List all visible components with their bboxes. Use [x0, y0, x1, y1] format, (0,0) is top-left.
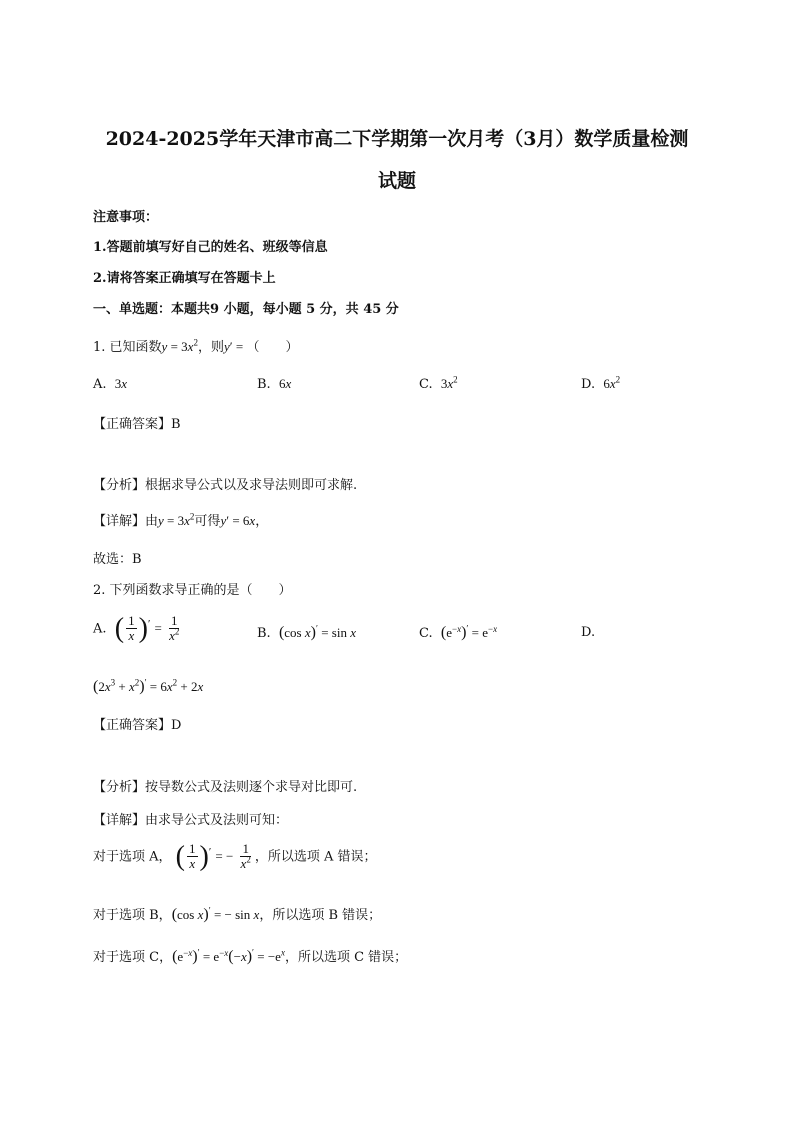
q2-detail: 【详解】由求导公式及法则可知： — [93, 813, 289, 828]
q2-option-d-formula: $(2x^3 + x^2)' = 6x^2 + 2x$ — [93, 677, 204, 695]
q1-conclusion: 故选：B — [93, 552, 142, 567]
question-2-stem: 2. 下列函数求导正确的是（ ） — [93, 583, 292, 598]
notice-item-1: 1.答题前填写好自己的姓名、班级等信息 — [93, 240, 328, 255]
q1-detail: 【详解】由$y = 3x^2$可得y′ = 6x， — [93, 511, 269, 529]
q2-answer: 【正确答案】D — [93, 718, 182, 733]
question-1-stem: 1. 已知函数$y = 3x^2$，则y′ = （ ） — [93, 337, 299, 355]
q1-stem-suffix: （ ） — [246, 340, 299, 355]
q1-function-formula: y — [161, 339, 168, 354]
q2-analysis: 【分析】按导数公式及法则逐个求导对比即可. — [93, 780, 358, 795]
section-heading-single-choice: 一、单选题：本题共9 小题，每小题 5 分，共 45 分 — [93, 302, 399, 317]
q2-option-d: D. — [581, 625, 596, 640]
q1-option-d: D. $6x^2$ — [581, 374, 621, 392]
q1-analysis: 【分析】根据求导公式以及求导法则即可求解. — [93, 478, 358, 493]
document-title-line2: 试题 — [377, 170, 416, 192]
q2-option-c: C. $(e^{-x})' = e^{-x}$ — [419, 623, 498, 641]
q1-option-a: A. 3x — [93, 376, 128, 392]
q1-stem-prefix: 1. 已知函数 — [93, 340, 162, 355]
q2-option-a: A. ( $\frac{1}{x}$ )′ = $\frac{1}{x^2}$ — [93, 612, 180, 644]
notice-heading: 注意事项： — [93, 210, 159, 225]
q1-answer: 【正确答案】B — [93, 417, 181, 432]
q1-stem-mid: ，则 — [197, 340, 224, 355]
q2-detail-option-b: 对于选项 B，(cos x)′ = − sin x，所以选项 B 错误； — [93, 905, 382, 923]
q1-option-b: B. 6x — [257, 376, 292, 392]
q1-option-c: C. $3x^2$ — [419, 374, 458, 392]
q2-detail-option-c: 对于选项 C，$(e^{-x})' = e^{-x}(-x)' = -e^x$，所以选项 C 错误； — [93, 947, 408, 965]
q2-option-b: B. (cos x)′ = sin x — [257, 623, 356, 641]
notice-item-2: 2.请将答案正确填写在答题卡上 — [93, 271, 276, 286]
document-title-line1: 2024-2025学年天津市高二下学期第一次月考（3月）数学质量检测 — [105, 128, 689, 150]
q2-detail-option-a: 对于选项 A， ( $\frac{1}{x}$ )′ = − $\frac{1}{x^2}$ ，所以选项 A 错误； — [93, 840, 377, 872]
